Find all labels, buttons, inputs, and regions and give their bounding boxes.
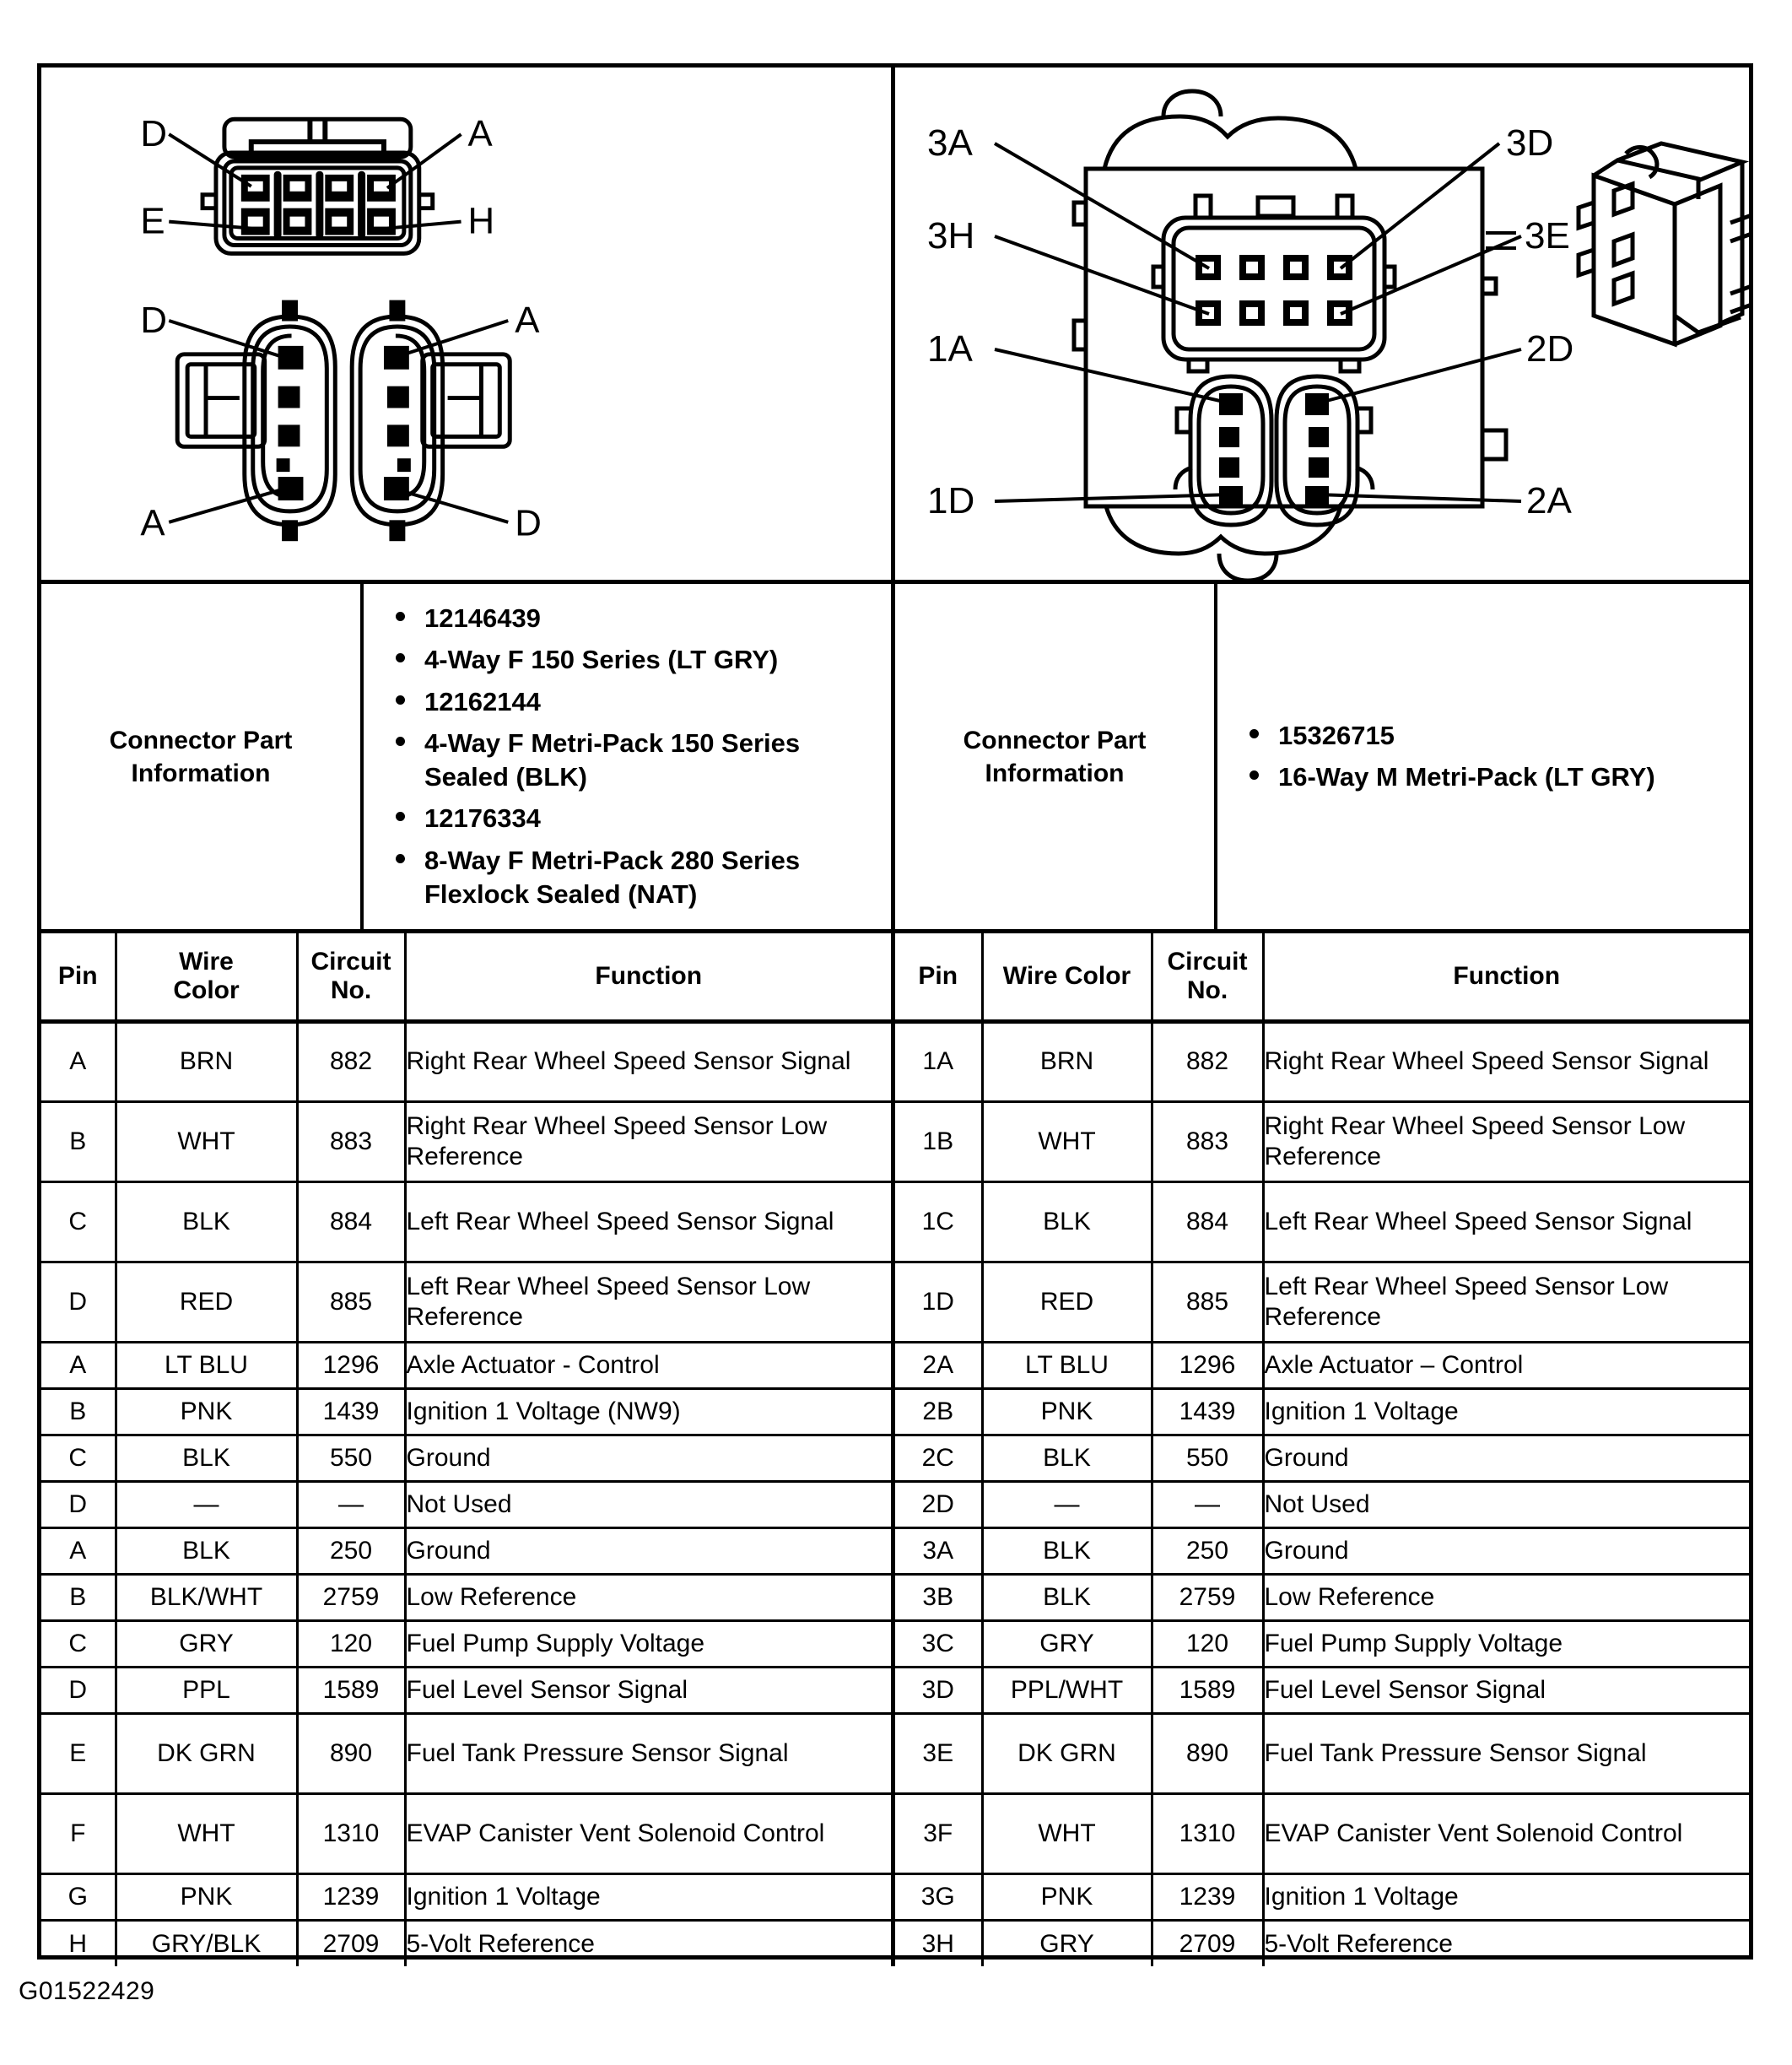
cell-wire-color: PNK xyxy=(982,1873,1152,1920)
right-table-body xyxy=(895,1021,1749,1966)
cell-pin: D xyxy=(41,1667,116,1713)
cell-wire-color: BLK xyxy=(982,1181,1152,1262)
connector-illustration-band xyxy=(41,68,1749,584)
table-row xyxy=(41,1181,891,1262)
cpi-item-text: 4-Way F Metri-Pack 150 Series Sealed (BLK) xyxy=(424,727,801,792)
left-cpi-label: Connector Part Information xyxy=(41,584,364,929)
cell-function: Left Rear Wheel Speed Sensor Signal xyxy=(405,1181,891,1262)
cell-function: Left Rear Wheel Speed Sensor Signal xyxy=(1263,1181,1749,1262)
right-pin-table-wrap xyxy=(895,933,1749,1966)
cell-function: Fuel Pump Supply Voltage xyxy=(405,1620,891,1667)
table-header-row xyxy=(41,933,891,1021)
wire-color-line2: Color xyxy=(173,976,240,1005)
cell-function: Right Rear Wheel Speed Sensor Signal xyxy=(405,1021,891,1101)
cell-pin: 1A xyxy=(895,1021,982,1101)
cell-pin: B xyxy=(41,1101,116,1181)
table-row xyxy=(41,1793,891,1873)
cell-wire-color: WHT xyxy=(982,1101,1152,1181)
cell-function: Ignition 1 Voltage xyxy=(405,1873,891,1920)
right-connector-part-info xyxy=(895,584,1749,929)
col-header-wire-color xyxy=(116,933,297,1021)
label-3A: 3A xyxy=(927,122,973,164)
cell-pin: C xyxy=(41,1620,116,1667)
table-row xyxy=(895,1101,1749,1181)
cell-circuit-no: 883 xyxy=(297,1101,405,1181)
table-row xyxy=(41,1021,891,1101)
cell-pin: A xyxy=(41,1021,116,1101)
cpi-item-text: 16-Way M Metri-Pack (LT GRY) xyxy=(1278,762,1655,792)
cell-pin: F xyxy=(41,1793,116,1873)
figure-code: G01522429 xyxy=(19,1977,155,2005)
table-row xyxy=(41,1101,891,1181)
right-pin-table xyxy=(895,933,1749,1966)
cell-function: EVAP Canister Vent Solenoid Control xyxy=(405,1793,891,1873)
table-row xyxy=(41,1342,891,1388)
cell-wire-color: — xyxy=(982,1481,1152,1527)
cell-wire-color: DK GRN xyxy=(116,1713,297,1793)
cell-circuit-no: — xyxy=(1152,1481,1263,1527)
table-row xyxy=(895,1262,1749,1342)
cell-function: Fuel Pump Supply Voltage xyxy=(1263,1620,1749,1667)
cell-circuit-no: 250 xyxy=(297,1527,405,1574)
bullet-icon xyxy=(396,653,405,662)
cell-circuit-no: 884 xyxy=(297,1181,405,1262)
cell-circuit-no: 1439 xyxy=(297,1388,405,1435)
list-item xyxy=(389,685,883,719)
cell-pin: C xyxy=(41,1181,116,1262)
cell-wire-color: RED xyxy=(116,1262,297,1342)
cpi-item-text: 4-Way F 150 Series (LT GRY) xyxy=(424,645,779,675)
table-row xyxy=(41,1873,891,1920)
cell-function: Ground xyxy=(1263,1527,1749,1574)
bullet-icon xyxy=(396,737,405,746)
cell-circuit-no: 883 xyxy=(1152,1101,1263,1181)
cell-circuit-no: 2709 xyxy=(297,1920,405,1966)
cell-circuit-no: 1296 xyxy=(297,1342,405,1388)
col-header-circuit-no xyxy=(297,933,405,1021)
label-top-H: H xyxy=(467,200,495,242)
table-row xyxy=(41,1262,891,1342)
cell-function: 5-Volt Reference xyxy=(406,1929,595,1958)
right-cpi-list xyxy=(1217,584,1749,929)
left-pin-table xyxy=(41,933,891,1966)
connector-isometric-view xyxy=(1579,143,1749,344)
cell-circuit-no: 120 xyxy=(1152,1620,1263,1667)
table-row xyxy=(895,1435,1749,1481)
table-row xyxy=(41,1574,891,1620)
label-top-E: E xyxy=(140,200,165,242)
col-header-wire-color: Wire Color xyxy=(982,933,1152,1021)
col-header-pin: Pin xyxy=(41,933,116,1021)
cpi-item-text: 12176334 xyxy=(424,803,541,834)
cell-function: Right Rear Wheel Speed Sensor Low Reference xyxy=(405,1101,891,1181)
cell-wire-color: PNK xyxy=(116,1388,297,1435)
label-top-D: D xyxy=(140,113,168,155)
cell-wire-color: BLK xyxy=(116,1181,297,1262)
cell-function: Fuel Level Sensor Signal xyxy=(1263,1667,1749,1713)
cell-pin: 3E xyxy=(895,1713,982,1793)
table-row xyxy=(895,1388,1749,1435)
cell-circuit-no: 550 xyxy=(1152,1435,1263,1481)
cell-pin: G xyxy=(41,1873,116,1920)
cell-function: Left Rear Wheel Speed Sensor Low Reference xyxy=(1263,1262,1749,1342)
circuit-line2: No. xyxy=(1186,976,1228,1005)
cell-function: Fuel Level Sensor Signal xyxy=(405,1667,891,1713)
cell-pin: 2D xyxy=(895,1481,982,1527)
cell-pin: 3D xyxy=(895,1667,982,1713)
cell-function: Low Reference xyxy=(405,1574,891,1620)
cell-circuit-no: 884 xyxy=(1152,1181,1263,1262)
bullet-icon xyxy=(396,812,405,821)
label-low-A-left: A xyxy=(140,502,165,544)
cell-pin: 2A xyxy=(895,1342,982,1388)
cpi-item-text: 8-Way F Metri-Pack 280 Series Flexlock Sealed (NAT) xyxy=(424,845,801,910)
list-item xyxy=(389,602,883,635)
cell-circuit-no: 120 xyxy=(297,1620,405,1667)
col-header-pin: Pin xyxy=(895,933,982,1021)
cell-function: Fuel Tank Pressure Sensor Signal xyxy=(405,1713,891,1793)
right-connector-illustrations xyxy=(895,68,1749,580)
cell-pin: 1D xyxy=(895,1262,982,1342)
table-row xyxy=(895,1873,1749,1920)
list-item xyxy=(389,802,883,835)
cell-function: Left Rear Wheel Speed Sensor Low Reference xyxy=(405,1262,891,1342)
circuit-line1: Circuit xyxy=(310,947,391,976)
list-item xyxy=(389,844,883,912)
list-item xyxy=(389,643,883,677)
cell-circuit-no: 890 xyxy=(1152,1713,1263,1793)
table-row xyxy=(41,1435,891,1481)
wire-color-line1: Wire xyxy=(179,947,234,976)
cell-pin: 3B xyxy=(895,1574,982,1620)
cell-function: Not Used xyxy=(1263,1481,1749,1527)
cell-wire-color: GRY xyxy=(982,1620,1152,1667)
table-row xyxy=(895,1342,1749,1388)
cell-circuit-no: 1310 xyxy=(297,1793,405,1873)
cell-circuit-no: 1589 xyxy=(297,1667,405,1713)
cell-wire-color: BRN xyxy=(116,1021,297,1101)
table-row xyxy=(41,1713,891,1793)
cell-wire-color: WHT xyxy=(982,1793,1152,1873)
label-low-D-right: D xyxy=(515,502,542,544)
cell-function: Low Reference xyxy=(1263,1574,1749,1620)
left-connector-illustrations xyxy=(41,68,895,580)
cell-wire-color: BLK xyxy=(982,1435,1152,1481)
cell-function: Axle Actuator – Control xyxy=(1263,1342,1749,1388)
cell-circuit-no: 250 xyxy=(1152,1527,1263,1574)
col-header-function: Function xyxy=(405,933,891,1021)
cell-wire-color: PPL xyxy=(116,1667,297,1713)
cell-pin: 1C xyxy=(895,1181,982,1262)
label-3D: 3D xyxy=(1506,122,1554,164)
label-1A: 1A xyxy=(927,328,973,370)
cell-wire-color: PPL/WHT xyxy=(982,1667,1152,1713)
cell-function: Right Rear Wheel Speed Sensor Signal xyxy=(1263,1021,1749,1101)
cell-pin: B xyxy=(41,1388,116,1435)
cell-pin: D xyxy=(41,1481,116,1527)
bullet-icon xyxy=(396,612,405,621)
list-item xyxy=(1243,760,1741,794)
table-row xyxy=(895,1667,1749,1713)
cell-pin: B xyxy=(41,1574,116,1620)
cell-wire-color: DK GRN xyxy=(982,1713,1152,1793)
cell-wire-color: LT BLU xyxy=(982,1342,1152,1388)
col-header-function: Function xyxy=(1263,933,1749,1021)
table-row xyxy=(895,1481,1749,1527)
cell-circuit-no: 882 xyxy=(297,1021,405,1101)
label-low-A-right: A xyxy=(515,299,540,341)
cell-circuit-no: 882 xyxy=(1152,1021,1263,1101)
cell-wire-color: — xyxy=(116,1481,297,1527)
circuit-line1: Circuit xyxy=(1167,947,1248,976)
cell-circuit-no: 1439 xyxy=(1152,1388,1263,1435)
left-connector-part-info xyxy=(41,584,895,929)
cell-wire-color: GRY xyxy=(982,1920,1152,1966)
cell-wire-color: GRY/BLK xyxy=(116,1920,297,1966)
cell-pin: 1B xyxy=(895,1101,982,1181)
pin-tables xyxy=(41,933,1749,1966)
cell-circuit-no: 885 xyxy=(297,1262,405,1342)
cell-circuit-no: 885 xyxy=(1152,1262,1263,1342)
cell-pin: C xyxy=(41,1435,116,1481)
right-cpi-label: Connector Part Information xyxy=(895,584,1217,929)
cell-circuit-no: 1296 xyxy=(1152,1342,1263,1388)
cell-wire-color: BRN xyxy=(982,1021,1152,1101)
cell-circuit-no: 1589 xyxy=(1152,1667,1263,1713)
cell-function: Ignition 1 Voltage xyxy=(1263,1388,1749,1435)
cell-circuit-no: 1239 xyxy=(297,1873,405,1920)
table-row xyxy=(41,1620,891,1667)
table-row xyxy=(41,1527,891,1574)
cell-circuit-no: 2759 xyxy=(1152,1574,1263,1620)
bullet-icon xyxy=(1250,770,1259,780)
cell-wire-color: BLK/WHT xyxy=(116,1574,297,1620)
label-top-A: A xyxy=(467,113,493,155)
cpi-item-text: 12162144 xyxy=(424,686,541,716)
table-row xyxy=(895,1181,1749,1262)
cell-circuit-no: 1239 xyxy=(1152,1873,1263,1920)
cell-function: Ground xyxy=(405,1435,891,1481)
cell-wire-color: PNK xyxy=(116,1873,297,1920)
diagram-frame xyxy=(37,63,1753,1960)
table-row xyxy=(41,1481,891,1527)
cell-circuit-no: 2709 xyxy=(1152,1920,1263,1966)
cell-circuit-no: 1310 xyxy=(1152,1793,1263,1873)
left-table-body xyxy=(41,1021,891,1966)
cell-function: Axle Actuator - Control xyxy=(405,1342,891,1388)
table-header-row xyxy=(895,933,1749,1021)
label-3E: 3E xyxy=(1525,215,1570,257)
cell-pin: A xyxy=(41,1527,116,1574)
label-1D: 1D xyxy=(927,480,975,522)
cell-function: Ignition 1 Voltage (NW9) xyxy=(405,1388,891,1435)
table-row xyxy=(41,1667,891,1713)
table-row xyxy=(41,1920,891,1966)
cell-wire-color: BLK xyxy=(982,1527,1152,1574)
cell-pin: A xyxy=(41,1342,116,1388)
cell-wire-color: BLK xyxy=(982,1574,1152,1620)
cell-function: Ignition 1 Voltage xyxy=(1263,1873,1749,1920)
left-cpi-list xyxy=(364,584,891,929)
cpi-item-text: 12146439 xyxy=(424,603,541,633)
cell-circuit-no: 890 xyxy=(297,1713,405,1793)
cell-function: Fuel Tank Pressure Sensor Signal xyxy=(1263,1713,1749,1793)
label-2A: 2A xyxy=(1526,480,1572,522)
list-item xyxy=(389,727,883,795)
cell-wire-color: LT BLU xyxy=(116,1342,297,1388)
cell-circuit-no: 2759 xyxy=(297,1574,405,1620)
cell-pin: 3H xyxy=(895,1920,982,1966)
left-connector-svg xyxy=(41,68,891,580)
table-row xyxy=(895,1021,1749,1101)
table-row xyxy=(895,1620,1749,1667)
cell-wire-color: PNK xyxy=(982,1388,1152,1435)
cell-function: Not Used xyxy=(405,1481,891,1527)
cell-wire-color: RED xyxy=(982,1262,1152,1342)
cell-pin: 3G xyxy=(895,1873,982,1920)
bullet-icon xyxy=(1250,729,1259,738)
cell-circuit-no: 550 xyxy=(297,1435,405,1481)
cell-pin: E xyxy=(41,1713,116,1793)
table-row xyxy=(895,1793,1749,1873)
cell-pin: 2B xyxy=(895,1388,982,1435)
table-row xyxy=(895,1574,1749,1620)
table-row xyxy=(895,1713,1749,1793)
col-header-circuit-no xyxy=(1152,933,1263,1021)
cell-wire-color: GRY xyxy=(116,1620,297,1667)
connector-part-information-band xyxy=(41,584,1749,933)
circuit-line2: No. xyxy=(330,976,372,1005)
cell-pin: 3F xyxy=(895,1793,982,1873)
list-item xyxy=(1243,719,1741,753)
cell-function: Right Rear Wheel Speed Sensor Low Reference xyxy=(1263,1101,1749,1181)
cell-circuit-no: — xyxy=(297,1481,405,1527)
bullet-icon xyxy=(396,695,405,705)
cpi-item-text: 15326715 xyxy=(1278,720,1395,750)
cell-function: Ground xyxy=(405,1527,891,1574)
cell-pin: H xyxy=(41,1920,116,1966)
left-pin-table-wrap xyxy=(41,933,895,1966)
table-row xyxy=(895,1920,1749,1966)
cell-pin: 3A xyxy=(895,1527,982,1574)
table-row xyxy=(41,1388,891,1435)
cell-pin: D xyxy=(41,1262,116,1342)
cell-pin: 3C xyxy=(895,1620,982,1667)
cell-function: 5-Volt Reference xyxy=(1264,1929,1453,1958)
label-low-D-left: D xyxy=(140,299,168,341)
cell-function: Ground xyxy=(1263,1435,1749,1481)
label-2D: 2D xyxy=(1526,328,1574,370)
cell-function: EVAP Canister Vent Solenoid Control xyxy=(1263,1793,1749,1873)
label-3H: 3H xyxy=(927,215,975,257)
table-row xyxy=(895,1527,1749,1574)
right-connector-svg xyxy=(895,68,1749,580)
cell-wire-color: WHT xyxy=(116,1793,297,1873)
cell-wire-color: BLK xyxy=(116,1435,297,1481)
cell-wire-color: BLK xyxy=(116,1527,297,1574)
cell-pin: 2C xyxy=(895,1435,982,1481)
cell-wire-color: WHT xyxy=(116,1101,297,1181)
bullet-icon xyxy=(396,854,405,863)
